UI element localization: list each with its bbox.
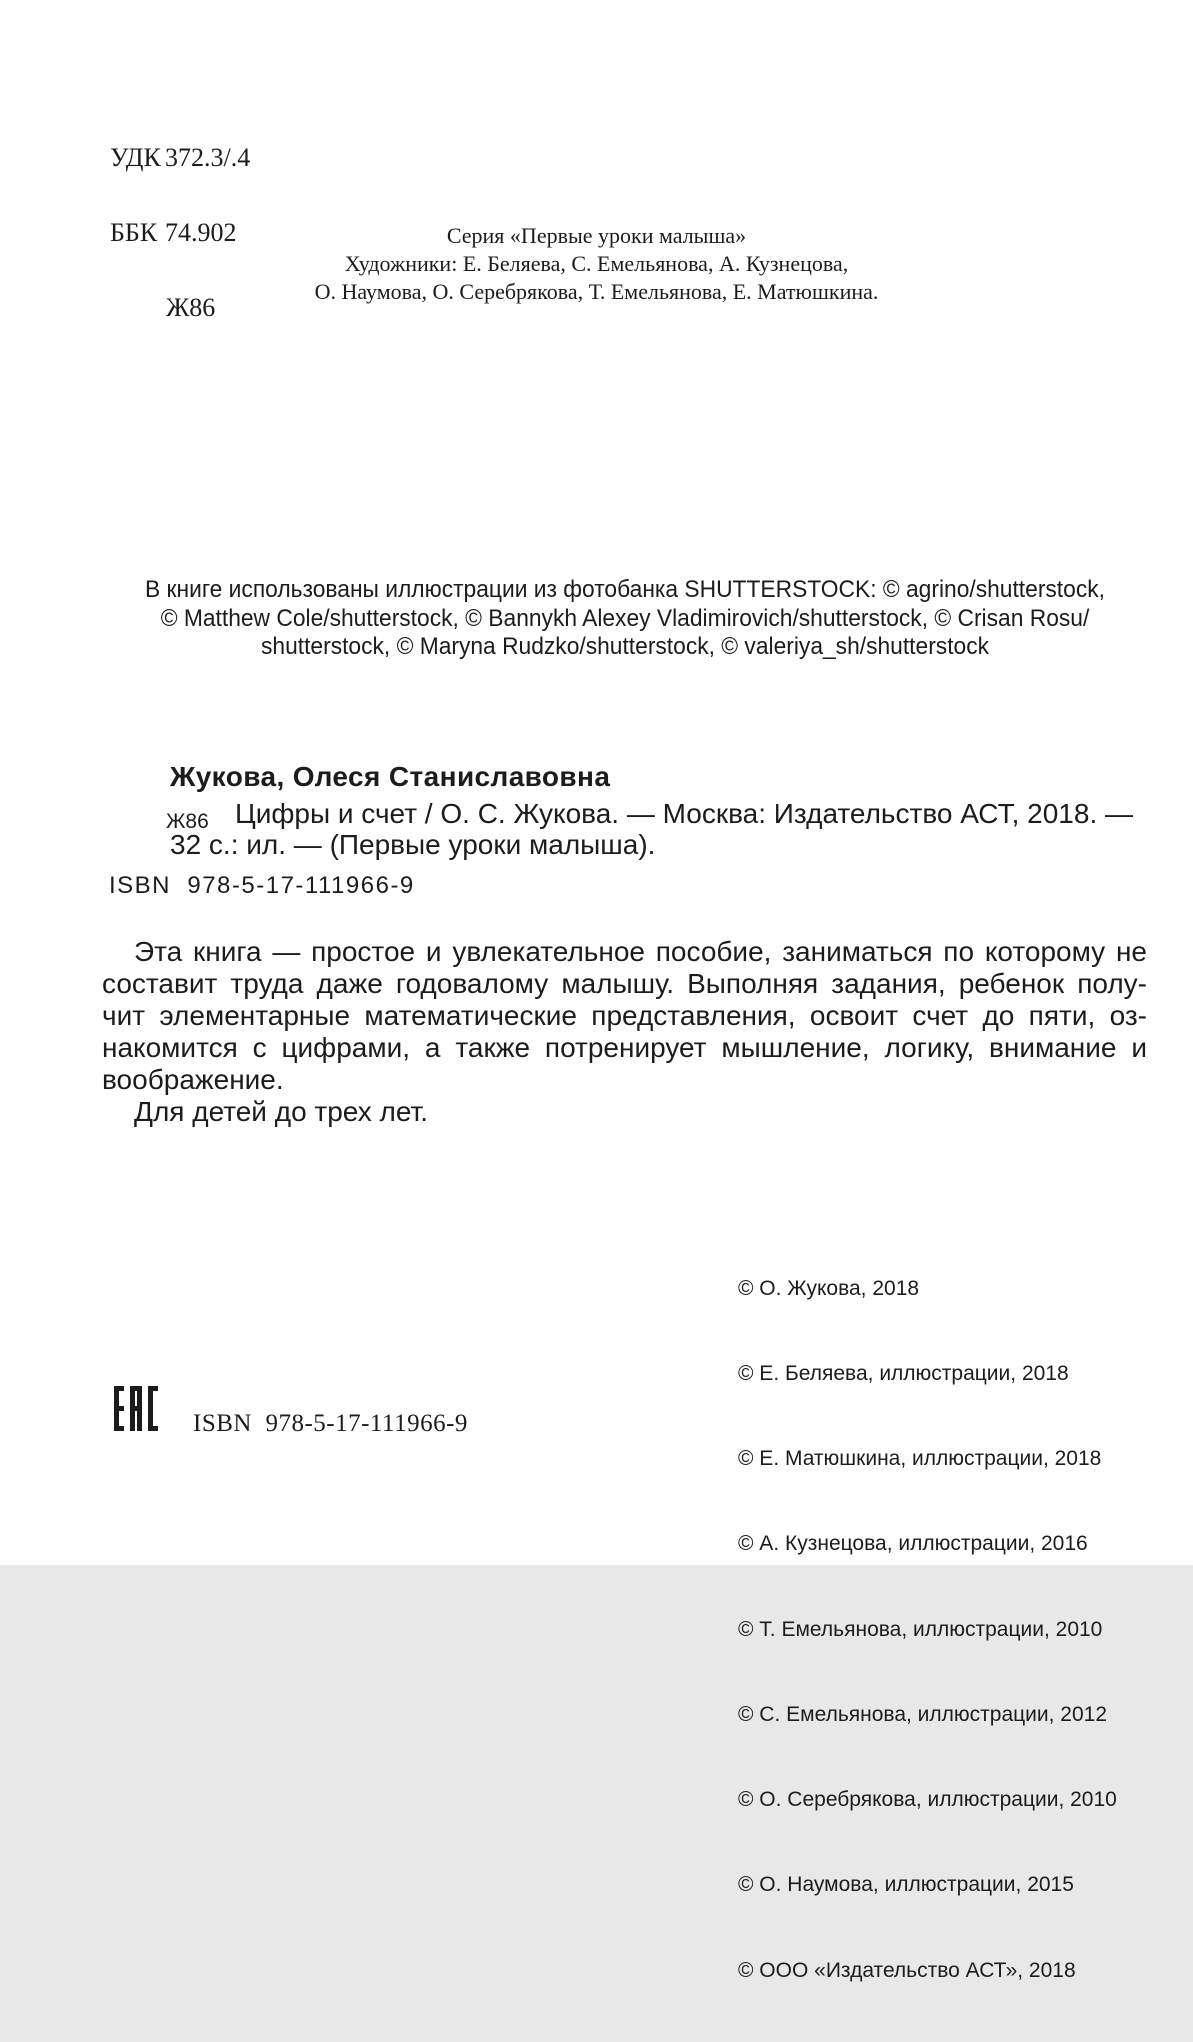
artists-line-1: Художники: Е. Беляева, С. Емельянова, А. Кузнецова, <box>344 251 849 276</box>
udk-label: УДК <box>110 143 161 172</box>
annotation-line-3: чит элементарные математические представления, освоит счет до пяти, оз- <box>102 1000 1147 1031</box>
copyright-item: © Е. Матюшкина, иллюстрации, 2018 <box>738 1447 1102 1471</box>
catalog-margin-sign: Ж86 <box>166 810 209 833</box>
photo-credits-line-3: shutterstock, © Maryna Rudzko/shutterstock, © valeriya_sh/shutterstock <box>260 633 990 660</box>
copyright-item: © ООО «Издательство АСТ», 2018 <box>738 1958 1076 1982</box>
catalog-description-line-2: 32 с.: ил. — (Первые уроки малыша). <box>170 829 656 860</box>
footer-isbn: ISBN 978-5-17-111966-9 <box>193 1410 468 1437</box>
copyright-item: © С. Емельянова, иллюстрации, 2012 <box>738 1702 1108 1726</box>
copyright-item: © О. Наумова, иллюстрации, 2015 <box>738 1873 1074 1897</box>
copyright-item: © А. Кузнецова, иллюстрации, 2016 <box>738 1532 1088 1556</box>
udk-row <box>110 145 250 170</box>
author-sign: Ж86 <box>166 293 216 322</box>
photo-credits-line-2: © Matthew Cole/shutterstock, © Bannykh Alexey Vladimirovich/shutterstock, © Crisan Rosu/ <box>160 604 1090 632</box>
copyright-list <box>738 1218 1117 2042</box>
annotation-line-4: накомится с цифрами, а также потренирует мышление, логику, внимание и <box>102 1032 1147 1063</box>
artists-line-2: О. Наумова, О. Серебрякова, Т. Емельянова, Е. Матюшкина. <box>314 279 879 304</box>
photo-credits-line-1: В книге использованы иллюстрации из фотобанка SHUTTERSTOCK: © agrino/shutterstock, <box>145 576 1105 603</box>
photo-credits-block <box>60 576 1191 662</box>
catalog-isbn: ISBN 978-5-17-111966-9 <box>109 872 415 899</box>
copyright-item: © О. Жукова, 2018 <box>738 1276 920 1300</box>
copyright-item: © Т. Емельянова, иллюстрации, 2010 <box>738 1617 1103 1641</box>
annotation-line-1: Эта книга — простое и увлекательное пособие, заниматься по которому не <box>134 936 1147 967</box>
eac-conformity-mark-icon <box>114 1386 158 1431</box>
udk-value: 372.3/.4 <box>165 143 251 172</box>
annotation-line-5: воображение. <box>102 1064 284 1095</box>
bbk-value: 74.902 <box>165 218 237 247</box>
annotation-block <box>102 936 1147 1128</box>
copyright-item: © Е. Беляева, иллюстрации, 2018 <box>738 1362 1069 1386</box>
series-title-line: Серия «Первые уроки малыша» <box>446 223 747 248</box>
bbk-label: ББК <box>110 218 158 247</box>
copyright-item: © О. Серебрякова, иллюстрации, 2010 <box>738 1788 1117 1812</box>
age-note-line: Для детей до трех лет. <box>134 1096 429 1127</box>
catalog-description-line-1: Цифры и счет / О. С. Жукова. — Москва: Издательство АСТ, 2018. — <box>235 798 1133 829</box>
annotation-line-2: составит труда даже годовалому малышу. Выполняя задания, ребенок полу- <box>102 968 1147 999</box>
series-block <box>0 218 1193 306</box>
catalog-author-heading: Жукова, Олеся Станиславовна <box>170 761 611 792</box>
